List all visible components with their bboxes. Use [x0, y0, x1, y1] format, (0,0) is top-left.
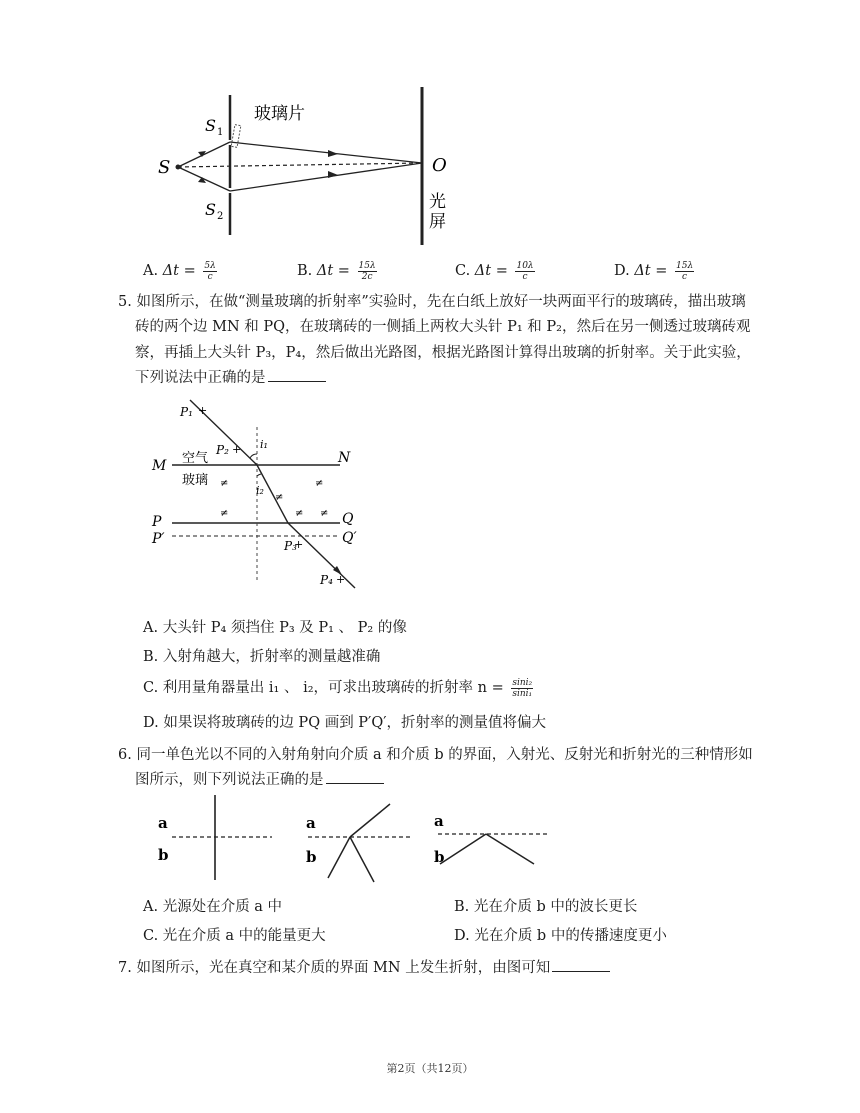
fig2-label-a: a [306, 814, 316, 832]
q5-option-c: C. 利用量角器量出 i₁ 、 i₂，可求出玻璃砖的折射率 n = $\frac{\text{sini₂}}{\text{sini₁}}$ [143, 677, 533, 699]
q6-option-a: A. 光源处在介质 a 中 [143, 899, 283, 915]
label-p: P [152, 514, 162, 530]
label-air: 空气 [182, 451, 209, 466]
q4-option-a: A. Δt = $\frac{5\lambda}{c}$ [143, 260, 216, 282]
svg-text:≠: ≠ [315, 478, 324, 489]
q4-option-b: B. Δt = $\frac{15\lambda}{2c}$ [297, 260, 376, 282]
fig3-label-a: a [434, 812, 444, 830]
label-screen-2: 屏 [429, 212, 446, 232]
q7-line-1: 7. 如图所示，光在真空和某介质的界面 MN 上发生折射，由图可知 [118, 956, 610, 980]
label-p2: P₂ [216, 443, 229, 457]
svg-text:+: + [198, 404, 208, 417]
svg-text:≠: ≠ [220, 478, 229, 489]
q5-option-d: D. 如果误将玻璃砖的边 PQ 画到 P′Q′，折射率的测量值将偏大 [143, 715, 547, 731]
fig1-label-b: b [158, 846, 169, 864]
answer-blank[interactable] [326, 769, 384, 784]
q5-line-2: 砖的两个边 MN 和 PQ，在玻璃砖的一侧插上两枚大头针 P₁ 和 P₂，然后在另一侧透过玻璃砖观 [135, 319, 751, 335]
fig3-label-b: b [434, 848, 445, 866]
q6-option-c: C. 光在介质 a 中的能量更大 [143, 928, 326, 944]
q6-option-d: D. 光在介质 b 中的传播速度更小 [454, 928, 667, 944]
label-p-prime: P′ [152, 531, 165, 547]
label-p4: P₄ [320, 573, 333, 587]
refraction-glass-figure [150, 392, 390, 592]
answer-blank[interactable] [552, 957, 610, 972]
page-number: 第2页（共12页） [386, 1062, 474, 1075]
label-s1-sub: 1 [217, 127, 224, 138]
svg-text:≠: ≠ [220, 508, 229, 519]
q6-line-1: 6. 同一单色光以不同的入射角射向介质 a 和介质 b 的界面，入射光、反射光和折射光的三种情形如 [118, 747, 753, 763]
answer-blank[interactable] [268, 367, 326, 382]
label-i1: i₁ [260, 438, 268, 451]
svg-text:≠: ≠ [275, 492, 284, 503]
q6-line-2: 图所示，则下列说法正确的是 [135, 768, 384, 792]
label-s2: S [205, 200, 216, 219]
label-i2: i₂ [256, 484, 264, 497]
q4-option-c: C. Δt = $\frac{10\lambda}{c}$ [455, 260, 534, 282]
label-o: O [432, 155, 447, 176]
svg-text:≠: ≠ [320, 508, 329, 519]
q5-option-a: A. 大头针 P₄ 须挡住 P₃ 及 P₁ 、 P₂ 的像 [143, 620, 407, 636]
label-m: M [152, 458, 167, 474]
double-slit-figure [150, 85, 460, 250]
svg-text:+: + [232, 443, 242, 456]
label-s2-sub: 2 [217, 211, 224, 222]
label-screen-1: 光 [429, 192, 446, 212]
label-p1: P₁ [180, 405, 193, 419]
q5-line-1: 5. 如图所示，在做“测量玻璃的折射率”实验时，先在白纸上放好一块两面平行的玻璃砖，描出玻璃 [118, 294, 746, 310]
label-s: S [158, 157, 171, 178]
label-s1: S [205, 116, 216, 135]
interface-figures [150, 790, 560, 890]
q5-line-4: 下列说法中正确的是 [135, 366, 326, 390]
label-n: N [338, 450, 351, 466]
label-p3: P₃ [284, 539, 297, 553]
label-glass: 玻璃 [182, 473, 209, 488]
q5-line-3: 察，再插上大头针 P₃，P₄，然后做出光路图，根据光路图计算得出玻璃的折射率。关于此实验， [135, 345, 751, 361]
glass-slab [231, 125, 241, 148]
fig1-label-a: a [158, 814, 168, 832]
svg-text:+: + [336, 573, 346, 586]
q4-option-d: D. Δt = $\frac{15\lambda}{c}$ [614, 260, 694, 282]
label-q: Q [342, 511, 354, 527]
q5-option-b: B. 入射角越大，折射率的测量越准确 [143, 649, 381, 665]
label-q-prime: Q′ [342, 530, 357, 546]
q6-option-b: B. 光在介质 b 中的波长更长 [454, 899, 638, 915]
label-glass: 玻璃片 [254, 104, 305, 124]
svg-text:≠: ≠ [295, 508, 304, 519]
svg-text:+: + [294, 538, 304, 551]
fig2-label-b: b [306, 848, 317, 866]
